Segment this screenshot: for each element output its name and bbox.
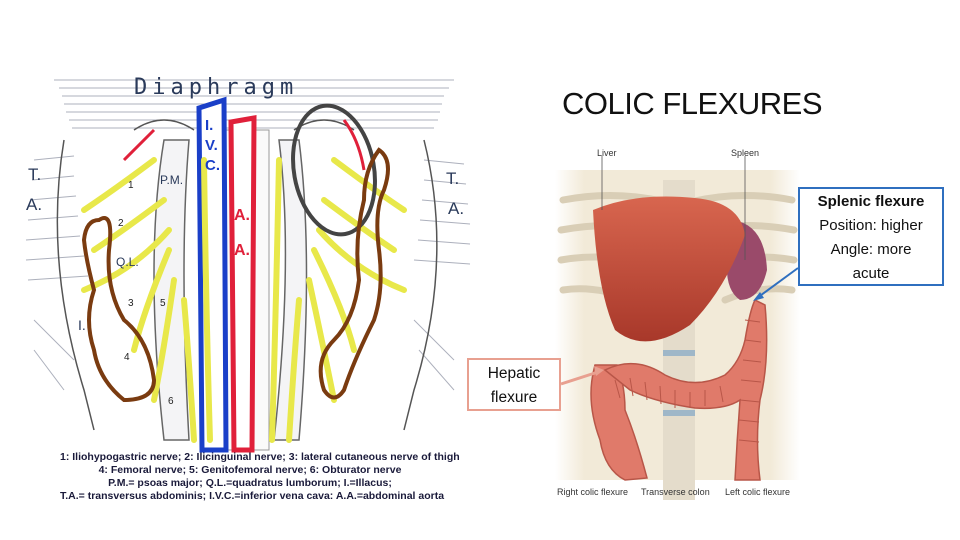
splenic-callout-line: Angle: more (830, 241, 912, 258)
splenic-callout-line: Position: higher (819, 217, 923, 234)
label-num-5: 5 (160, 298, 166, 309)
label-ql: Q.L. (116, 255, 139, 269)
splenic-callout-heading: Splenic flexure (817, 193, 925, 210)
legend-line: P.M.= psoas major; Q.L.=quadratus lumborum; I.=Illacus; (108, 477, 392, 489)
label-num-6: 6 (168, 396, 174, 407)
label-diaphragm: Diaphragm (134, 75, 299, 100)
label-liver: Liver (597, 148, 617, 158)
splenic-flexure-callout (798, 187, 944, 286)
label-spleen: Spleen (731, 148, 760, 158)
hepatic-flexure-callout (467, 358, 561, 411)
label-aa-1: A. (234, 207, 250, 224)
label-right-colic-flexure: Right colic flexure (557, 487, 629, 497)
legend-line: T.A.= transversus abdominis; I.V.C.=inferior vena cava: A.A.=abdominal aorta (60, 490, 445, 502)
splenic-callout-line: acute (852, 265, 890, 282)
label-num-3: 3 (128, 298, 134, 309)
hepatic-callout-line: Hepatic (487, 365, 541, 382)
colon-illustration (555, 140, 800, 505)
label-ivc-1: I. (205, 117, 214, 134)
label-ta-right-2: A. (448, 199, 465, 218)
label-ta-left-2: A. (26, 195, 43, 214)
posterior-abdominal-wall-sketch (14, 60, 474, 455)
label-aa-2: A. (234, 242, 250, 259)
label-num-1: 1 (128, 180, 134, 191)
label-i: I. (78, 317, 86, 333)
label-ivc-2: V. (205, 137, 218, 154)
descending-colon-outline (321, 150, 388, 398)
label-ta-right-1: T. (446, 169, 460, 188)
label-ta-left-1: T. (28, 165, 42, 184)
label-transverse-colon: Transverse colon (641, 487, 710, 497)
label-num-4: 4 (124, 352, 130, 363)
hepatic-callout-line: flexure (490, 389, 538, 406)
page-title: COLIC FLEXURES (562, 86, 823, 121)
sketch-legend (60, 451, 460, 503)
label-num-2: 2 (118, 218, 124, 229)
label-ivc-3: C. (205, 157, 220, 174)
legend-line: 1: Iliohypogastric nerve; 2: Ilicinguinal nerve; 3: lateral cutaneous nerve of thigh (60, 451, 460, 463)
label-pm: P.M. (160, 173, 184, 187)
label-left-colic-flexure: Left colic flexure (725, 487, 791, 497)
legend-line: 4: Femoral nerve; 5: Genitofemoral nerve; 6: Obturator nerve (98, 464, 402, 476)
